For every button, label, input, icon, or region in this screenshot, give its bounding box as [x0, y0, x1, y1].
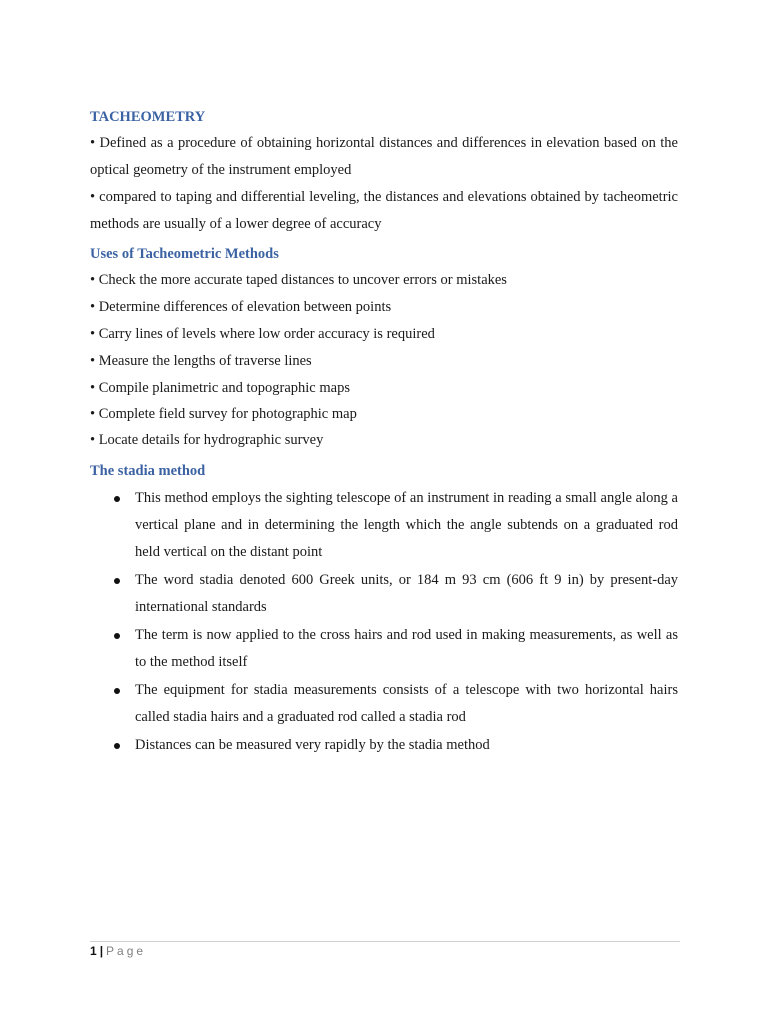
bullet-icon: [114, 633, 120, 639]
list-item-text: The term is now applied to the cross hairs and rod used in making measurements, as well as to the method itself: [135, 627, 678, 670]
list-item-stadia: [90, 567, 678, 621]
page-footer: [90, 943, 146, 959]
bullet-icon: [114, 743, 120, 749]
list-item-use: • Carry lines of levels where low order accuracy is required: [90, 326, 435, 342]
bullet-icon: [114, 688, 120, 694]
list-item-stadia: [90, 622, 678, 676]
list-item-text: This method employs the sighting telescope of an instrument in reading a small angle along a vertical plane and in determining the length which the angle subtends on a graduated rod held vertical on the distant point: [135, 490, 678, 560]
bullet-icon: [114, 578, 120, 584]
list-item-use: • Measure the lengths of traverse lines: [90, 353, 312, 369]
list-item-text: The equipment for stadia measurements consists of a telescope with two horizontal hairs called stadia hairs and a graduated rod called a stadia rod: [135, 682, 678, 725]
list-item-use: • Compile planimetric and topographic maps: [90, 380, 350, 396]
page-number: 1: [90, 944, 97, 958]
page-label: Page: [106, 944, 147, 958]
paragraph-definition: • Defined as a procedure of obtaining horizontal distances and differences in elevation based on the optical geometry of the instrument employed: [90, 135, 678, 178]
bullet-icon: [114, 496, 120, 502]
paragraph-comparison: • compared to taping and differential leveling, the distances and elevations obtained by tacheometric methods are usually of a lower degree of accuracy: [90, 189, 678, 232]
list-item-use: • Locate details for hydrographic survey: [90, 432, 324, 448]
list-item-stadia: [90, 485, 678, 566]
list-item-text: The word stadia denoted 600 Greek units, or 184 m 93 cm (606 ft 9 in) by present-day international standards: [135, 572, 678, 615]
footer-separator: |: [99, 944, 104, 958]
footer-divider: [90, 941, 680, 942]
section-heading-uses: Uses of Tacheometric Methods: [90, 246, 279, 262]
list-item-stadia: [90, 732, 678, 759]
section-heading-tacheometry: TACHEOMETRY: [90, 109, 206, 125]
list-item-use: • Complete field survey for photographic map: [90, 406, 357, 422]
list-item-text: Distances can be measured very rapidly by the stadia method: [135, 737, 490, 753]
list-item-stadia: [90, 677, 678, 731]
list-item-use: • Check the more accurate taped distances to uncover errors or mistakes: [90, 272, 507, 288]
section-heading-stadia: The stadia method: [90, 463, 206, 479]
list-item-use: • Determine differences of elevation between points: [90, 299, 392, 315]
stadia-method-list: [90, 485, 678, 760]
